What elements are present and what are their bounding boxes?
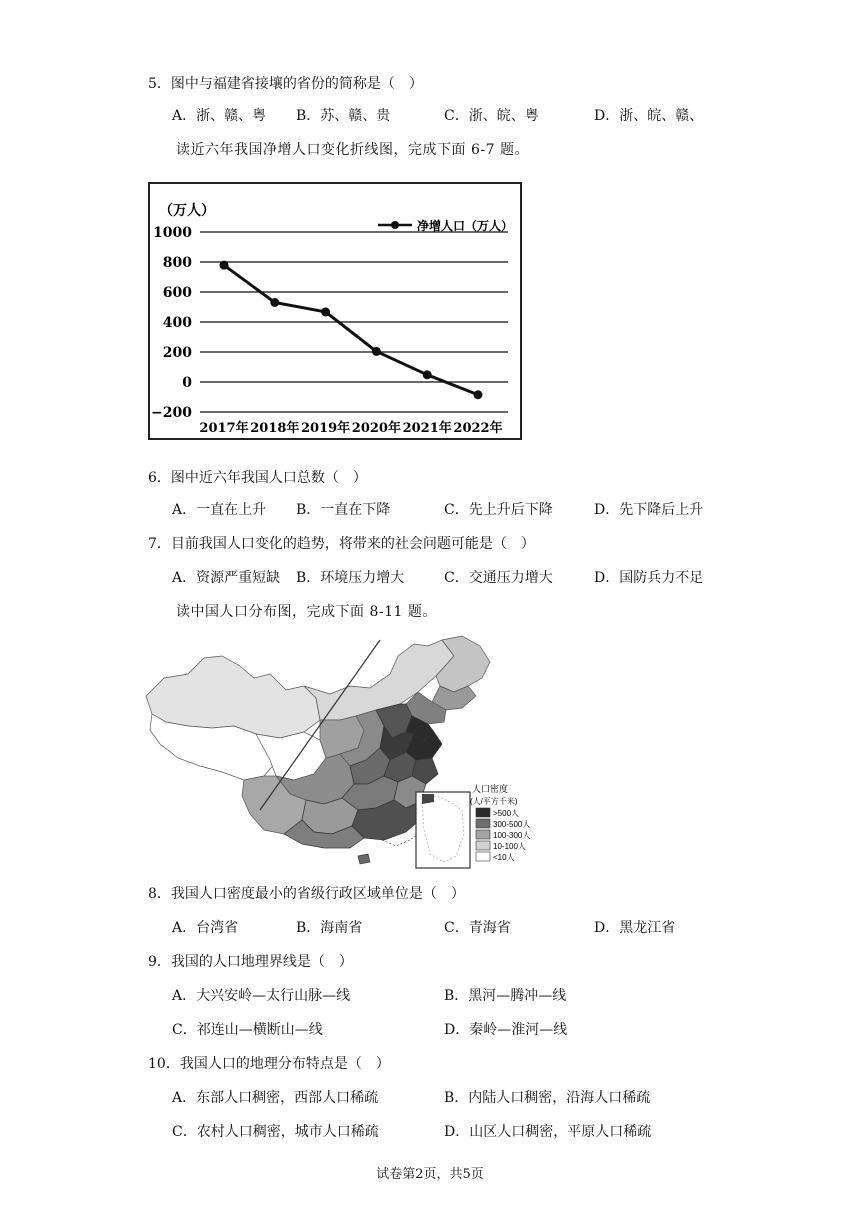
q8-option-c: C．青海省 [444, 920, 511, 936]
legend-label: 净增人口（万人） [417, 219, 514, 233]
chart-x-tick-label: 2018年 [250, 421, 300, 436]
legend-marker [391, 221, 399, 229]
chart-y-tick-label: 1000 [153, 225, 192, 241]
question-8-stem: 8．我国人口密度最小的省级行政区域单位是（ ） [148, 886, 465, 902]
chart-data-point [372, 347, 381, 356]
map-legend-label: 100-300人 [493, 831, 531, 840]
map-legend [470, 783, 530, 862]
q9-option-c: C．祁连山—横断山—线 [172, 1022, 323, 1038]
chart-x-tick-label: 2017年 [199, 421, 249, 436]
map-legend-swatch [476, 808, 490, 817]
q7-option-d: D．国防兵力不足 [594, 570, 704, 586]
q9-option-a: A．大兴安岭—太行山脉—线 [172, 988, 351, 1004]
map-legend-label: 300-500人 [493, 820, 531, 829]
q5-option-d: D．浙、皖、赣、 [594, 108, 704, 124]
chart-y-tick-label: 400 [162, 315, 192, 331]
q5-option-b: B．苏、赣、贵 [296, 108, 391, 124]
chart-y-tick-label: 800 [162, 255, 192, 271]
chart-svg [150, 184, 520, 438]
q5-option-c: C．浙、皖、粤 [444, 108, 539, 124]
q10-option-c: C．农村人口稠密，城市人口稀疏 [172, 1124, 379, 1140]
q10-option-b: B．内陆人口稠密，沿海人口稀疏 [444, 1090, 651, 1106]
chart-x-tick-label: 2021年 [402, 421, 452, 436]
chart-data-point [321, 307, 330, 316]
chart-x-tick-label: 2020年 [351, 421, 401, 436]
q6-option-c: C．先上升后下降 [444, 502, 553, 518]
chart-y-tick-label: 200 [162, 345, 192, 361]
question-9-stem: 9．我国的人口地理界线是（ ） [148, 954, 353, 970]
map-legend-label: <10人 [493, 853, 515, 862]
chart-y-tick-label: 0 [182, 375, 192, 391]
q10-option-d: D．山区人口稠密，平原人口稀疏 [444, 1124, 652, 1140]
chart-y-axis-label: （万人） [159, 203, 215, 219]
chart-y-tick-label: −200 [151, 405, 192, 421]
chart-data-point [220, 261, 229, 270]
net-population-chart [148, 182, 522, 440]
q7-option-a: A．资源严重短缺 [172, 570, 281, 586]
chart-x-tick-label: 2022年 [453, 421, 503, 436]
intro-6-7: 读近六年我国净增人口变化折线图，完成下面 6-7 题。 [176, 142, 529, 158]
china-map-svg [144, 634, 552, 870]
chart-data-point [270, 298, 279, 307]
map-region-hainan [358, 854, 370, 864]
map-legend-label: >500人 [493, 809, 520, 818]
map-legend-swatch [476, 830, 490, 839]
population-density-map [144, 634, 552, 870]
q10-option-a: A．东部人口稠密，西部人口稀疏 [172, 1090, 379, 1106]
q8-option-b: B．海南省 [296, 920, 363, 936]
q9-option-b: B．黑河—腾冲—线 [444, 988, 567, 1004]
chart-y-tick-label: 600 [162, 285, 192, 301]
question-5-stem: 5．图中与福建省接壤的省份的简称是（ ） [148, 76, 423, 92]
question-7-stem: 7．目前我国人口变化的趋势，将带来的社会问题可能是（ ） [148, 536, 535, 552]
question-6-stem: 6．图中近六年我国人口总数（ ） [148, 470, 367, 486]
map-legend-swatch [476, 819, 490, 828]
map-legend-swatch [476, 841, 490, 850]
q8-option-d: D．黑龙江省 [594, 920, 676, 936]
map-legend-unit: (人/平方千米) [470, 797, 518, 806]
intro-8-11: 读中国人口分布图，完成下面 8-11 题。 [176, 604, 437, 620]
q6-option-b: B．一直在下降 [296, 502, 391, 518]
chart-data-point [474, 390, 483, 399]
q6-option-a: A．一直在上升 [172, 502, 267, 518]
question-10-stem: 10．我国人口的地理分布特点是（ ） [148, 1056, 390, 1072]
q7-option-b: B．环境压力增大 [296, 570, 405, 586]
map-legend-label: 10-100人 [493, 842, 526, 851]
q7-option-c: C．交通压力增大 [444, 570, 553, 586]
chart-x-tick-label: 2019年 [301, 421, 351, 436]
q8-option-a: A．台湾省 [172, 920, 239, 936]
chart-data-point [423, 370, 432, 379]
q9-option-d: D．秦岭—淮河—线 [444, 1022, 568, 1038]
page-footer: 试卷第2页，共5页 [376, 1167, 484, 1182]
chart-series-line [224, 265, 478, 395]
q5-option-a: A．浙、赣、粤 [172, 108, 267, 124]
map-legend-swatch [476, 852, 490, 861]
map-legend-title: 人口密度 [472, 784, 509, 794]
q6-option-d: D．先下降后上升 [594, 502, 704, 518]
